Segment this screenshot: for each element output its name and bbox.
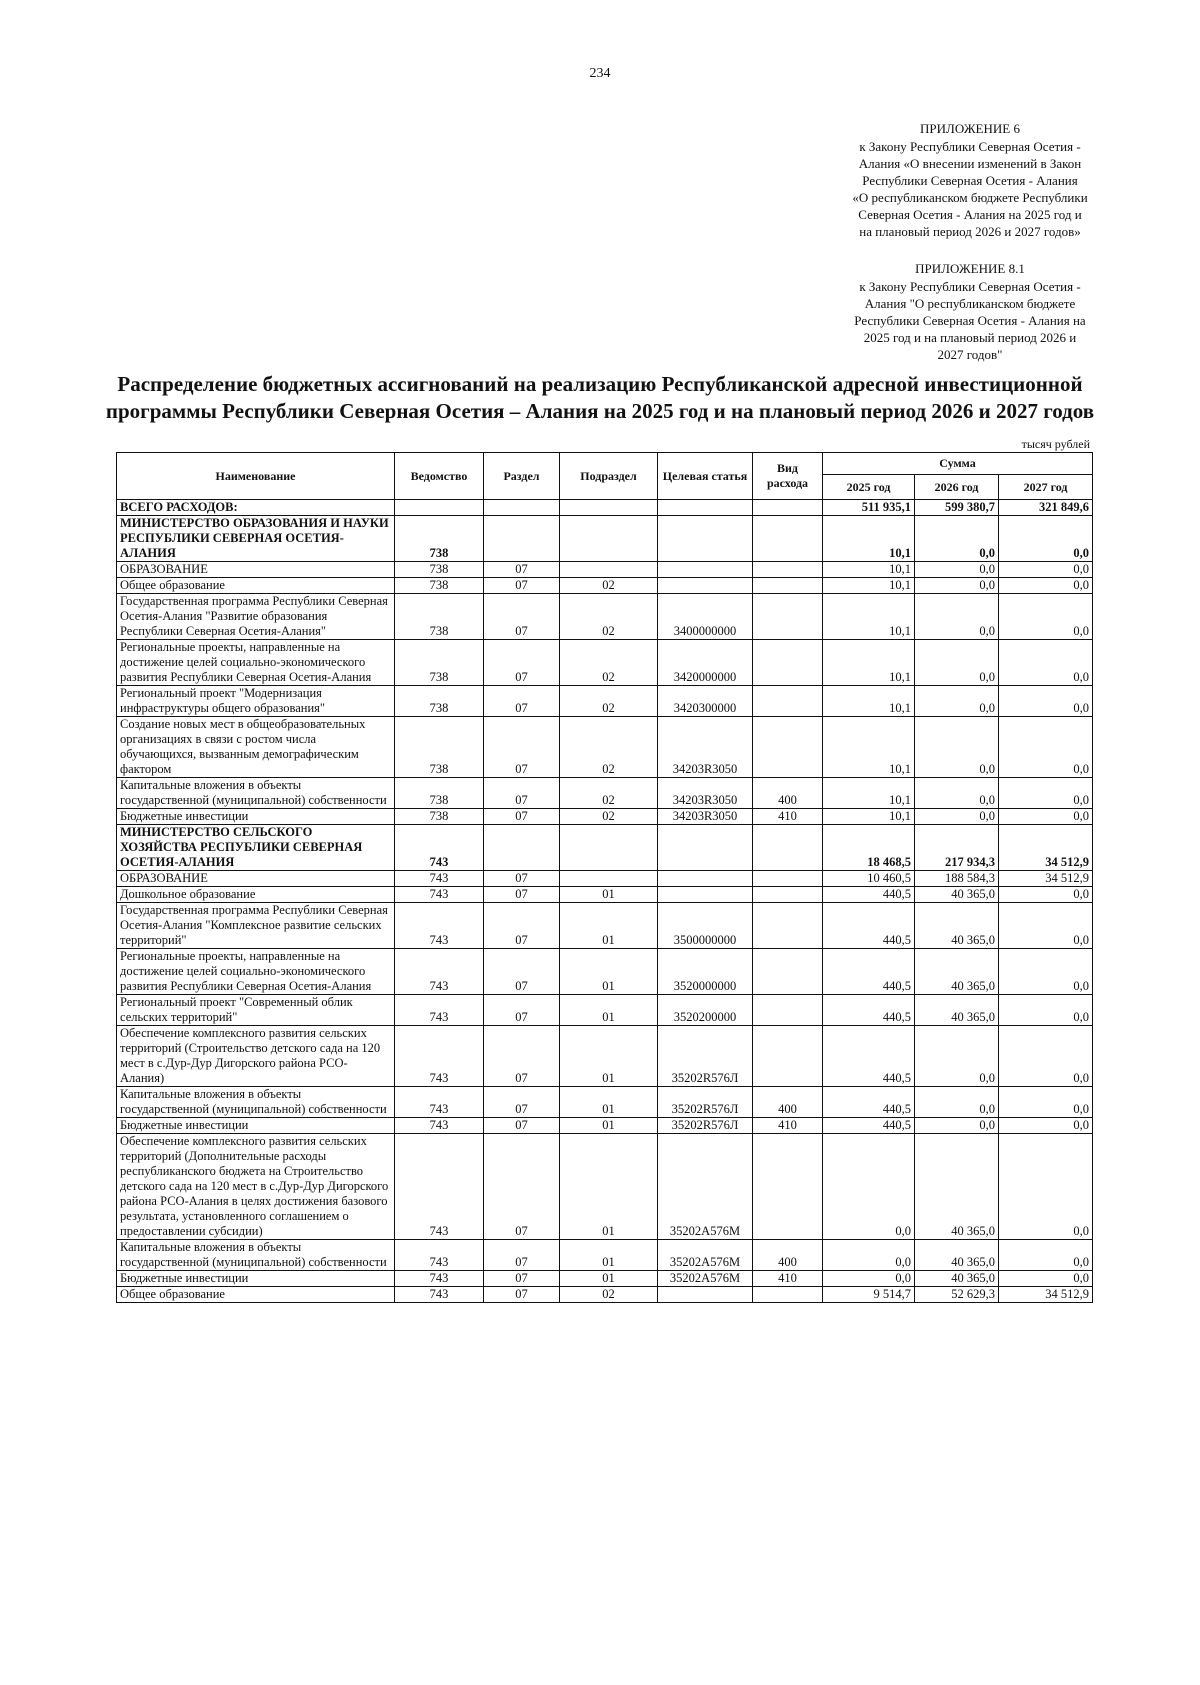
row-subsection: 01 (560, 887, 658, 903)
row-dept (395, 500, 484, 516)
row-2027: 0,0 (999, 778, 1093, 809)
table-row (117, 1271, 1093, 1287)
row-2027: 0,0 (999, 578, 1093, 594)
row-2025: 10,1 (823, 809, 915, 825)
row-2025: 440,5 (823, 995, 915, 1026)
row-2025: 10 460,5 (823, 871, 915, 887)
appendix-6-heading: ПРИЛОЖЕНИЕ 6 (920, 121, 1020, 136)
row-dept: 738 (395, 778, 484, 809)
row-2027: 0,0 (999, 562, 1093, 578)
row-target (658, 871, 753, 887)
row-dept: 743 (395, 1026, 484, 1087)
row-2027: 0,0 (999, 1087, 1093, 1118)
row-subsection: 01 (560, 949, 658, 995)
table-row (117, 778, 1093, 809)
row-section: 07 (484, 1118, 560, 1134)
row-2025: 10,1 (823, 686, 915, 717)
document-title-line: программы Республики Северная Осетия – Алания на 2025 год и на плановый период 2026 и 2027 годов (105, 399, 1095, 423)
row-section: 07 (484, 1026, 560, 1087)
row-name: Дошкольное образование (117, 887, 395, 903)
row-2027: 0,0 (999, 887, 1093, 903)
row-expense-type: 400 (753, 778, 823, 809)
table-row (117, 594, 1093, 640)
row-2027: 0,0 (999, 1240, 1093, 1271)
row-2025: 10,1 (823, 562, 915, 578)
row-expense-type: 400 (753, 1240, 823, 1271)
row-2025: 18 468,5 (823, 825, 915, 871)
table-row (117, 949, 1093, 995)
row-target: 35202R576Л (658, 1026, 753, 1087)
row-section: 07 (484, 871, 560, 887)
document-title (0, 371, 1200, 425)
row-target: 35202R576Л (658, 1087, 753, 1118)
row-2025: 511 935,1 (823, 500, 915, 516)
table-row (117, 578, 1093, 594)
header-name: Наименование (117, 453, 395, 500)
row-subsection: 01 (560, 1118, 658, 1134)
row-expense-type (753, 1026, 823, 1087)
row-section: 07 (484, 1271, 560, 1287)
row-name: Региональный проект "Модернизация инфраструктуры общего образования" (117, 686, 395, 717)
row-name: Государственная программа Республики Северная Осетия-Алания "Комплексное развитие сельских территорий" (117, 903, 395, 949)
row-subsection (560, 825, 658, 871)
row-2025: 440,5 (823, 1118, 915, 1134)
row-2026: 0,0 (915, 686, 999, 717)
table-row (117, 871, 1093, 887)
appendix-6-line: «О республиканском бюджете Республики (852, 190, 1088, 205)
row-section: 07 (484, 1087, 560, 1118)
row-section: 07 (484, 995, 560, 1026)
page-number: 234 (589, 66, 611, 81)
row-2027: 321 849,6 (999, 500, 1093, 516)
row-section: 07 (484, 594, 560, 640)
table-row (117, 1087, 1093, 1118)
row-dept: 743 (395, 1118, 484, 1134)
row-2027: 0,0 (999, 1026, 1093, 1087)
header-2025: 2025 год (823, 475, 915, 500)
row-subsection: 02 (560, 809, 658, 825)
row-subsection: 01 (560, 1026, 658, 1087)
header-expense-type: Вид расхода (753, 453, 823, 500)
budget-table (116, 452, 1093, 1303)
appendix-8-1-line: Алания "О республиканском бюджете (864, 296, 1076, 311)
row-subsection: 01 (560, 995, 658, 1026)
row-dept: 743 (395, 903, 484, 949)
row-subsection: 02 (560, 594, 658, 640)
row-subsection: 02 (560, 686, 658, 717)
row-target: 3500000000 (658, 903, 753, 949)
row-subsection: 01 (560, 1087, 658, 1118)
row-target: 3400000000 (658, 594, 753, 640)
header-sum: Сумма (823, 453, 1093, 475)
row-subsection (560, 516, 658, 562)
row-2027: 0,0 (999, 640, 1093, 686)
row-subsection: 02 (560, 578, 658, 594)
row-target (658, 578, 753, 594)
row-dept: 743 (395, 1134, 484, 1240)
row-section: 07 (484, 1134, 560, 1240)
row-dept: 743 (395, 825, 484, 871)
row-target: 34203R3050 (658, 717, 753, 778)
row-dept: 738 (395, 640, 484, 686)
row-2027: 0,0 (999, 686, 1093, 717)
row-2026: 52 629,3 (915, 1287, 999, 1303)
row-section: 07 (484, 562, 560, 578)
appendix-8-1-line: к Закону Республики Северная Осетия - (859, 279, 1081, 294)
row-name: Региональные проекты, направленные на достижение целей социально-экономического развития Республики Северная Осетия-Алания (117, 640, 395, 686)
row-subsection: 02 (560, 640, 658, 686)
row-subsection (560, 562, 658, 578)
table-row (117, 562, 1093, 578)
row-name: МИНИСТЕРСТВО ОБРАЗОВАНИЯ И НАУКИ РЕСПУБЛИКИ СЕВЕРНАЯ ОСЕТИЯ-АЛАНИЯ (117, 516, 395, 562)
row-2025: 10,1 (823, 594, 915, 640)
row-dept: 743 (395, 887, 484, 903)
row-expense-type (753, 578, 823, 594)
row-target: 3520200000 (658, 995, 753, 1026)
row-target: 34203R3050 (658, 778, 753, 809)
row-expense-type (753, 871, 823, 887)
row-section: 07 (484, 949, 560, 995)
row-expense-type (753, 887, 823, 903)
row-name: Бюджетные инвестиции (117, 1271, 395, 1287)
row-2026: 40 365,0 (915, 1271, 999, 1287)
row-2025: 10,1 (823, 778, 915, 809)
table-row (117, 516, 1093, 562)
row-section (484, 825, 560, 871)
table-row (117, 1118, 1093, 1134)
row-subsection: 01 (560, 1134, 658, 1240)
row-expense-type (753, 1134, 823, 1240)
row-2026: 0,0 (915, 1087, 999, 1118)
row-2026: 0,0 (915, 640, 999, 686)
row-2025: 10,1 (823, 516, 915, 562)
row-name: Региональные проекты, направленные на достижение целей социально-экономического развития Республики Северная Осетия-Алания (117, 949, 395, 995)
appendix-8-1-line: 2025 год и на плановый период 2026 и (863, 330, 1077, 345)
row-2025: 10,1 (823, 578, 915, 594)
row-2025: 0,0 (823, 1134, 915, 1240)
row-expense-type (753, 949, 823, 995)
row-name: МИНИСТЕРСТВО СЕЛЬСКОГО ХОЗЯЙСТВА РЕСПУБЛИКИ СЕВЕРНАЯ ОСЕТИЯ-АЛАНИЯ (117, 825, 395, 871)
row-section: 07 (484, 1287, 560, 1303)
row-dept: 743 (395, 1087, 484, 1118)
table-row (117, 717, 1093, 778)
appendix-8-1-heading: ПРИЛОЖЕНИЕ 8.1 (915, 261, 1025, 276)
row-2026: 40 365,0 (915, 995, 999, 1026)
appendix-8-1-line: Республики Северная Осетия - Алания на (854, 313, 1086, 328)
row-2026: 0,0 (915, 562, 999, 578)
row-expense-type (753, 995, 823, 1026)
row-section: 07 (484, 887, 560, 903)
row-2026: 40 365,0 (915, 1134, 999, 1240)
header-target: Целевая статья (658, 453, 753, 500)
row-2027: 0,0 (999, 809, 1093, 825)
row-name: ВСЕГО РАСХОДОВ: (117, 500, 395, 516)
document-title-line: Распределение бюджетных ассигнований на реализацию Республиканской адресной инвестиционной (117, 372, 1083, 396)
row-2027: 0,0 (999, 949, 1093, 995)
row-section: 07 (484, 686, 560, 717)
row-subsection: 02 (560, 778, 658, 809)
table-row (117, 903, 1093, 949)
row-2025: 10,1 (823, 640, 915, 686)
table-row (117, 500, 1093, 516)
row-section: 07 (484, 809, 560, 825)
row-target: 3420300000 (658, 686, 753, 717)
row-subsection: 01 (560, 1240, 658, 1271)
row-2026: 40 365,0 (915, 887, 999, 903)
row-target (658, 516, 753, 562)
row-name: Создание новых мест в общеобразовательных организациях в связи с ростом числа обучающихся, вызванным демографическим фактором (117, 717, 395, 778)
row-target (658, 825, 753, 871)
row-name: ОБРАЗОВАНИЕ (117, 562, 395, 578)
header-section: Раздел (484, 453, 560, 500)
row-dept: 738 (395, 809, 484, 825)
row-expense-type (753, 562, 823, 578)
header-subsection: Подраздел (560, 453, 658, 500)
row-2027: 0,0 (999, 1118, 1093, 1134)
row-dept: 743 (395, 1287, 484, 1303)
row-name: Бюджетные инвестиции (117, 1118, 395, 1134)
row-expense-type (753, 903, 823, 949)
row-2025: 9 514,7 (823, 1287, 915, 1303)
table-row (117, 809, 1093, 825)
row-target: 34203R3050 (658, 809, 753, 825)
row-name: ОБРАЗОВАНИЕ (117, 871, 395, 887)
row-2026: 188 584,3 (915, 871, 999, 887)
units-label: тысяч рублей (1021, 437, 1090, 451)
appendix-6-line: Алания «О внесении изменений в Закон (858, 156, 1082, 171)
row-expense-type (753, 717, 823, 778)
row-section: 07 (484, 903, 560, 949)
row-target: 3420000000 (658, 640, 753, 686)
row-name: Государственная программа Республики Северная Осетия-Алания "Развитие образования Республики Северная Осетия-Алания" (117, 594, 395, 640)
row-subsection: 01 (560, 903, 658, 949)
row-subsection (560, 871, 658, 887)
row-target (658, 887, 753, 903)
row-2026: 40 365,0 (915, 1240, 999, 1271)
row-2027: 0,0 (999, 903, 1093, 949)
row-2027: 34 512,9 (999, 871, 1093, 887)
appendix-6-block (835, 120, 1105, 240)
row-target (658, 562, 753, 578)
appendix-6-line: Республики Северная Осетия - Алания (862, 173, 1078, 188)
row-2026: 0,0 (915, 778, 999, 809)
row-2027: 0,0 (999, 717, 1093, 778)
appendix-8-1-line: 2027 годов" (937, 347, 1003, 362)
row-target (658, 1287, 753, 1303)
row-expense-type (753, 686, 823, 717)
row-2027: 0,0 (999, 516, 1093, 562)
row-2025: 440,5 (823, 903, 915, 949)
row-section: 07 (484, 578, 560, 594)
row-2026: 0,0 (915, 594, 999, 640)
row-2025: 440,5 (823, 1087, 915, 1118)
row-dept: 738 (395, 594, 484, 640)
row-section: 07 (484, 717, 560, 778)
row-subsection: 02 (560, 717, 658, 778)
row-2025: 440,5 (823, 949, 915, 995)
row-expense-type: 410 (753, 1271, 823, 1287)
row-expense-type: 410 (753, 1118, 823, 1134)
row-2026: 217 934,3 (915, 825, 999, 871)
row-name: Общее образование (117, 578, 395, 594)
row-dept: 738 (395, 562, 484, 578)
header-dept: Ведомство (395, 453, 484, 500)
row-dept: 738 (395, 516, 484, 562)
table-row (117, 640, 1093, 686)
row-dept: 743 (395, 1271, 484, 1287)
row-2026: 0,0 (915, 1118, 999, 1134)
row-2026: 599 380,7 (915, 500, 999, 516)
row-2025: 0,0 (823, 1271, 915, 1287)
appendix-8-1-block (835, 260, 1105, 363)
table-row (117, 1287, 1093, 1303)
row-section: 07 (484, 778, 560, 809)
row-expense-type (753, 825, 823, 871)
row-dept: 738 (395, 578, 484, 594)
appendix-6-line: Северная Осетия - Алания на 2025 год и (858, 207, 1082, 222)
row-expense-type (753, 516, 823, 562)
table-row (117, 1026, 1093, 1087)
row-2026: 0,0 (915, 516, 999, 562)
row-section (484, 516, 560, 562)
row-target: 35202A576M (658, 1134, 753, 1240)
row-section: 07 (484, 1240, 560, 1271)
header-2027: 2027 год (999, 475, 1093, 500)
row-name: Капитальные вложения в объекты государственной (муниципальной) собственности (117, 778, 395, 809)
row-dept: 743 (395, 871, 484, 887)
row-subsection: 02 (560, 1287, 658, 1303)
row-dept: 743 (395, 949, 484, 995)
row-2025: 440,5 (823, 887, 915, 903)
row-2026: 0,0 (915, 578, 999, 594)
row-2025: 10,1 (823, 717, 915, 778)
row-2027: 34 512,9 (999, 825, 1093, 871)
row-target (658, 500, 753, 516)
table-row (117, 887, 1093, 903)
row-expense-type (753, 500, 823, 516)
row-target: 35202A576M (658, 1271, 753, 1287)
table-row (117, 686, 1093, 717)
appendix-6-line: к Закону Республики Северная Осетия - (859, 139, 1081, 154)
row-name: Капитальные вложения в объекты государственной (муниципальной) собственности (117, 1240, 395, 1271)
row-expense-type (753, 1287, 823, 1303)
row-dept: 743 (395, 1240, 484, 1271)
appendix-6-line: на плановый период 2026 и 2027 годов» (859, 224, 1081, 239)
row-target: 3520000000 (658, 949, 753, 995)
row-dept: 738 (395, 686, 484, 717)
row-section: 07 (484, 640, 560, 686)
table-body (117, 500, 1093, 1303)
table-header (117, 453, 1093, 500)
row-dept: 743 (395, 995, 484, 1026)
table-row (117, 825, 1093, 871)
row-name: Общее образование (117, 1287, 395, 1303)
row-expense-type: 400 (753, 1087, 823, 1118)
row-2025: 440,5 (823, 1026, 915, 1087)
row-name: Бюджетные инвестиции (117, 809, 395, 825)
row-subsection (560, 500, 658, 516)
row-2027: 0,0 (999, 995, 1093, 1026)
row-section (484, 500, 560, 516)
row-2026: 0,0 (915, 1026, 999, 1087)
table-row (117, 1134, 1093, 1240)
row-expense-type: 410 (753, 809, 823, 825)
row-2026: 0,0 (915, 717, 999, 778)
row-expense-type (753, 594, 823, 640)
row-subsection: 01 (560, 1271, 658, 1287)
header-2026: 2026 год (915, 475, 999, 500)
row-2027: 0,0 (999, 1271, 1093, 1287)
row-name: Региональный проект "Современный облик сельских территорий" (117, 995, 395, 1026)
row-name: Обеспечение комплексного развития сельских территорий (Дополнительные расходы республиканского бюджета на Строительство детского сада на 120 мест в с.Дур-Дур Дигорского района РСО-Алания в целях достижения базового результата, установленного соглашением о предоставлении субсидии) (117, 1134, 395, 1240)
row-dept: 738 (395, 717, 484, 778)
row-2027: 0,0 (999, 594, 1093, 640)
table-row (117, 1240, 1093, 1271)
row-2025: 0,0 (823, 1240, 915, 1271)
row-expense-type (753, 640, 823, 686)
row-name: Обеспечение комплексного развития сельских территорий (Строительство детского сада на 120 мест в с.Дур-Дур Дигорского района РСО-Алания) (117, 1026, 395, 1087)
row-2026: 0,0 (915, 809, 999, 825)
row-target: 35202A576M (658, 1240, 753, 1271)
table-row (117, 995, 1093, 1026)
row-name: Капитальные вложения в объекты государственной (муниципальной) собственности (117, 1087, 395, 1118)
row-2026: 40 365,0 (915, 949, 999, 995)
row-2027: 0,0 (999, 1134, 1093, 1240)
row-target: 35202R576Л (658, 1118, 753, 1134)
row-2026: 40 365,0 (915, 903, 999, 949)
row-2027: 34 512,9 (999, 1287, 1093, 1303)
